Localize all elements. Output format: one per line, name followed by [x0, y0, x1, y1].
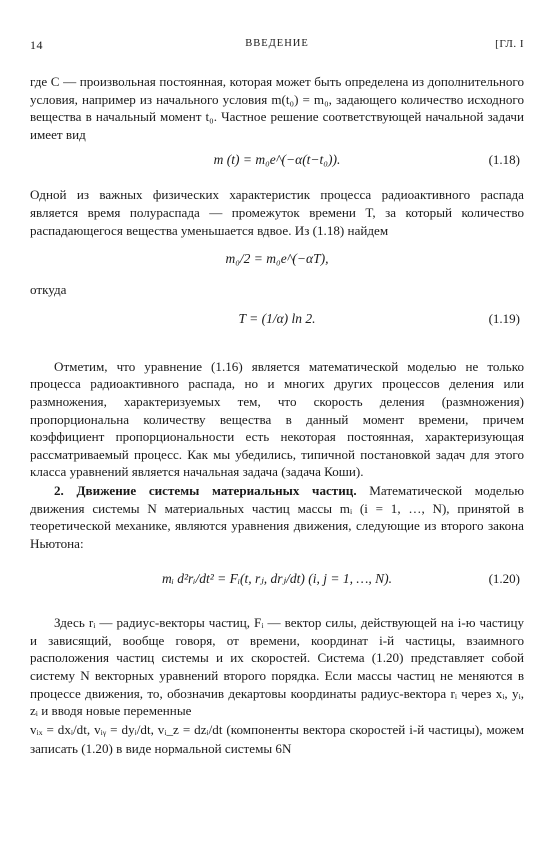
paragraph-5-text: Математической моделью движения системы N материальных частиц массы mᵢ (i = 1, …, N), принятой в теоретической механике, являются уравнения движения, следующие из второго закона Ньютона:: [30, 482, 524, 551]
paragraph-4: Отметим, что уравнение (1.16) является математической моделью не только процесса радиоактивного распада, но и многих других процессов деления или размножения, характеризуемых тем, что скорость деления (размножения) пропорциональна количеству вещества в данный момент времени, причем коэффициент пропорциональности есть некоторая постоянная, характеризующая рассматриваемый процесс. Как мы убедились, типичной постановкой задач для этого класса уравнений является начальная задача (задача Коши).: [30, 358, 524, 480]
section-heading: 2. Движение системы материальных частиц.: [54, 482, 357, 498]
equation-number-1-18: (1.18): [488, 152, 520, 168]
formula-1-20-body: mᵢ d²rᵢ/dt² = Fᵢ(t, rⱼ, drⱼ/dt) (i, j = 1, …, N).: [162, 571, 392, 587]
paragraph-7: vᵢₓ = dxᵢ/dt, vᵢᵧ = dyᵢ/dt, vᵢ_z = dzᵢ/dt (компоненты вектора скоростей i-й частицы), можем записать (1.20) в виде нормальной системы 6N: [30, 721, 524, 756]
formula-1-18: [30, 145, 524, 175]
paragraph-5: [30, 482, 524, 552]
paragraph-6: Здесь rᵢ — радиус-векторы частиц, Fᵢ — вектор силы, действующей на i-ю частицу и зависящий, вообще говоря, от времени, координат i-й частицы, взаимного расположения частиц системы и их скоростей. Система (1.20) представляет собой систему N векторных уравнений второго порядка. Если массы частиц не меняются в процессе движения, то, обозначив декартовы координаты радиус-вектора rᵢ через xᵢ, yᵢ, zᵢ и вводя новые переменные: [30, 615, 524, 719]
formula-1-18-body: m (t) = m₀e^(−α(t−t₀)).: [213, 152, 341, 168]
paragraph-2: Одной из важных физических характеристик процесса радиоактивного распада является время полураспада — промежуток времени T, за который количество распадающегося вещества уменьшается вдвое. Из (1.18) найдем: [30, 187, 524, 238]
running-title: ВВЕДЕНИЕ: [245, 38, 309, 49]
equation-number-1-19: (1.19): [488, 310, 520, 326]
book-page: [30, 38, 524, 758]
equation-number-1-20: (1.20): [488, 571, 520, 587]
formula-half-life: [30, 239, 524, 279]
formula-1-19-body: T = (1/α) ln 2.: [238, 310, 316, 326]
page-header: [30, 38, 524, 56]
paragraph-1: где C — произвольная постоянная, которая может быть определена из дополнительного условия, например из начального условия m(t₀) = m₀, задающего количество исходного вещества в начальный момент t₀. Частное решение соответствующей начальной задачи имеет вид: [30, 74, 524, 142]
formula-1-20: [30, 556, 524, 602]
formula-1-19: [30, 303, 524, 335]
paragraph-3: откуда: [30, 282, 67, 298]
chapter-label: [ГЛ. I: [495, 38, 524, 50]
page-number: 14: [30, 38, 43, 52]
formula-half-life-body: m₀/2 = m₀e^(−αT),: [225, 251, 329, 267]
